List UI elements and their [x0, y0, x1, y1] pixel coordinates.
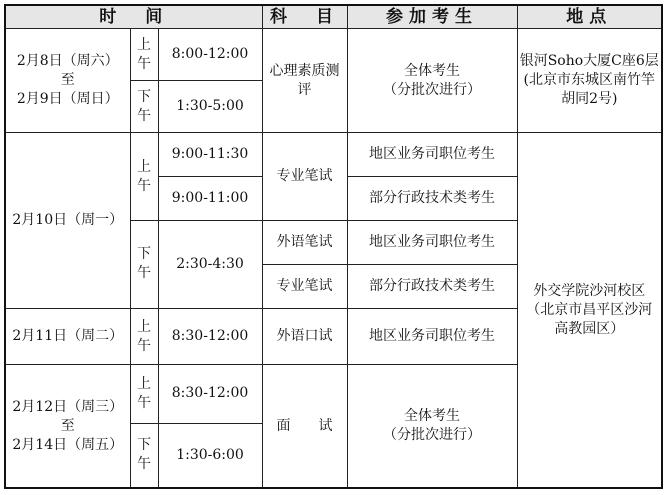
participants-note: （分批次进行）	[383, 81, 482, 98]
participants-cell: 地区业务司职位考生	[347, 221, 517, 265]
subject-cell: 专业笔试	[262, 133, 347, 221]
header-participants: 参加考生	[347, 5, 517, 29]
am-label: 上 午	[130, 308, 158, 364]
time-cell: 8:30-12:00	[158, 308, 262, 364]
table-row	[5, 29, 662, 81]
date-cell-feb10: 2月10日（周一）	[5, 133, 130, 308]
participants-cell: 部分行政技术类考生	[347, 264, 517, 308]
time-cell: 8:30-12:00	[158, 365, 262, 423]
participants-note: （分批次进行）	[383, 427, 482, 444]
pm-label: 下 午	[130, 221, 158, 309]
header-time: 时 间	[5, 5, 262, 29]
date-end: 2月9日（周日）	[16, 91, 119, 108]
time-cell: 1:30-6:00	[158, 423, 262, 488]
participants-cell: 部分行政技术类考生	[347, 177, 517, 221]
time-cell: 9:00-11:30	[158, 133, 262, 177]
participants-text: 全体考生	[404, 62, 461, 79]
am-label: 上 午	[130, 133, 158, 221]
date-cell-feb8-9	[5, 29, 130, 133]
date-separator: 至	[60, 417, 75, 434]
location-cell-1: 银河Soho大厦C座6层(北京市东城区南竹竿胡同2号)	[517, 29, 662, 133]
am-label: 上 午	[130, 365, 158, 423]
date-end: 2月14日（周五）	[12, 436, 124, 453]
pm-label: 下 午	[130, 423, 158, 488]
subject-cell: 心理素质测评	[262, 29, 347, 133]
subject-cell: 专业笔试	[262, 264, 347, 308]
header-location: 地点	[517, 5, 662, 29]
participants-cell	[347, 365, 517, 488]
exam-schedule-table	[4, 4, 663, 489]
header-subject: 科 目	[262, 5, 347, 29]
participants-cell	[347, 29, 517, 133]
pm-label: 下 午	[130, 81, 158, 133]
date-cell-feb12-14	[5, 365, 130, 488]
date-separator: 至	[60, 72, 75, 89]
participants-cell: 地区业务司职位考生	[347, 133, 517, 177]
subject-cell: 面 试	[262, 365, 347, 488]
participants-cell: 地区业务司职位考生	[347, 308, 517, 364]
am-label: 上 午	[130, 29, 158, 81]
time-cell: 9:00-11:00	[158, 177, 262, 221]
subject-cell: 外语笔试	[262, 221, 347, 265]
time-cell: 2:30-4:30	[158, 221, 262, 309]
date-start: 2月8日（周六）	[16, 53, 119, 70]
participants-text: 全体考生	[404, 408, 461, 425]
table-row	[5, 133, 662, 177]
time-cell: 1:30-5:00	[158, 81, 262, 133]
header-row	[5, 5, 662, 29]
date-start: 2月12日（周三）	[12, 398, 124, 415]
subject-cell: 外语口试	[262, 308, 347, 364]
date-cell-feb11: 2月11日（周二）	[5, 308, 130, 364]
location-cell-2: 外交学院沙河校区（北京市昌平区沙河高教园区）	[517, 133, 662, 488]
time-cell: 8:00-12:00	[158, 29, 262, 81]
